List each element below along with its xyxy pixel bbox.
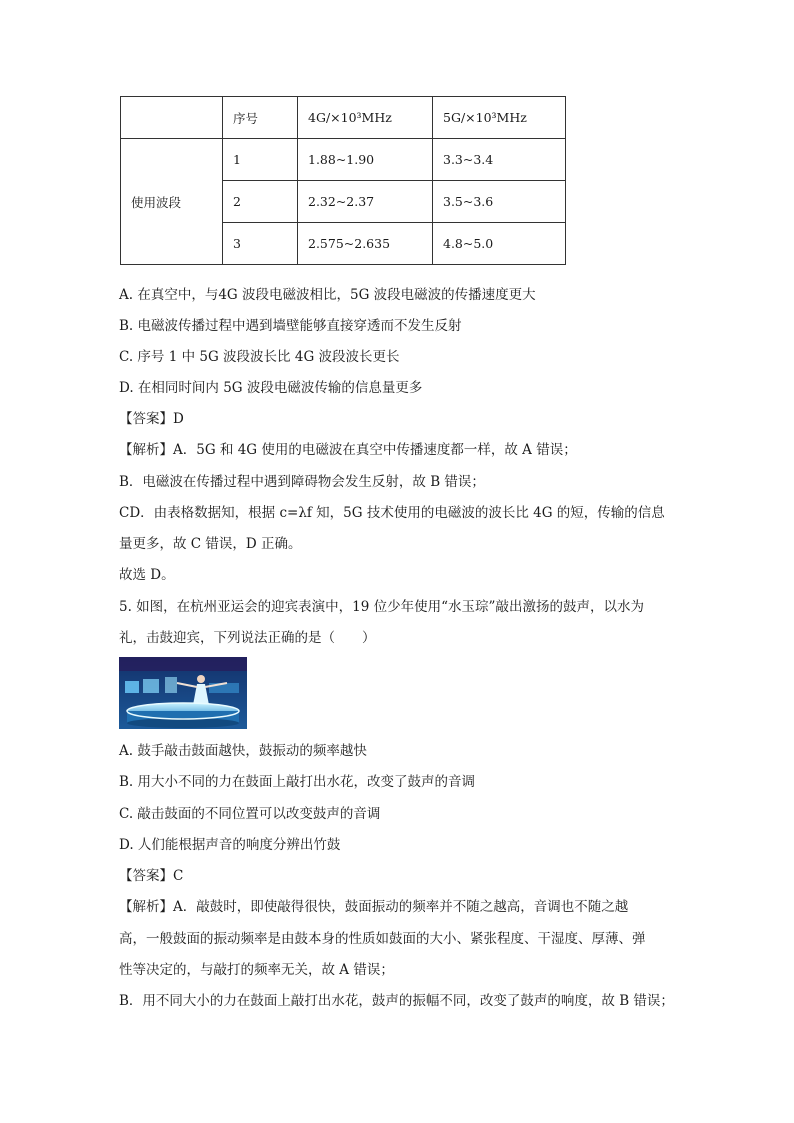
q4-option-d: D. 在相同时间内 5G 波段电磁波传输的信息量更多 bbox=[119, 380, 423, 396]
q4-answer: 【答案】D bbox=[119, 411, 184, 427]
table-cell: 2.575~2.635 bbox=[298, 223, 433, 265]
table-cell: 2 bbox=[223, 181, 298, 223]
q4-conclusion: 故选 D。 bbox=[119, 567, 175, 583]
table-cell: 4.8~5.0 bbox=[433, 223, 566, 265]
table-cell: 3.3~3.4 bbox=[433, 139, 566, 181]
table-header-cell: 4G/×10³MHz bbox=[298, 97, 433, 139]
q5-analysis-line: 【解析】A．敲鼓时，即使敲得很快，鼓面振动的频率并不随之越高，音调也不随之越 bbox=[119, 899, 629, 915]
table-cell: 2.32~2.37 bbox=[298, 181, 433, 223]
table-header-row bbox=[121, 97, 566, 139]
q5-answer: 【答案】C bbox=[119, 868, 184, 884]
q5-analysis-line: 高，一般鼓面的振动频率是由鼓本身的性质如鼓面的大小、紧张程度、干湿度、厚薄、弹 bbox=[119, 931, 646, 947]
table-cell: 1 bbox=[223, 139, 298, 181]
frequency-band-table bbox=[120, 96, 566, 265]
q4-option-c: C. 序号 1 中 5G 波段波长比 4G 波段波长更长 bbox=[119, 349, 400, 365]
q5-option-d: D. 人们能根据声音的响度分辨出竹鼓 bbox=[119, 837, 341, 853]
q5-option-a: A. 鼓手敲击鼓面越快，鼓振动的频率越快 bbox=[119, 743, 367, 759]
table-cell: 1.88~1.90 bbox=[298, 139, 433, 181]
table-header-cell bbox=[121, 97, 223, 139]
q4-option-a: A. 在真空中，与4G 波段电磁波相比，5G 波段电磁波的传播速度更大 bbox=[119, 287, 536, 303]
row-label-cell: 使用波段 bbox=[121, 139, 223, 265]
q5-analysis-line: 性等决定的，与敲打的频率无关，故 A 错误； bbox=[119, 962, 394, 978]
drum-performance-photo bbox=[119, 657, 247, 729]
q4-analysis-line: 【解析】A．5G 和 4G 使用的电磁波在真空中传播速度都一样，故 A 错误； bbox=[119, 442, 577, 458]
q4-analysis-line: B．电磁波在传播过程中遇到障碍物会发生反射，故 B 错误； bbox=[119, 474, 485, 490]
q4-analysis-line: 量更多，故 C 错误，D 正确。 bbox=[119, 536, 302, 552]
q5-analysis-line: B．用不同大小的力在鼓面上敲打出水花，鼓声的振幅不同，改变了鼓声的响度，故 B 错误； bbox=[119, 993, 674, 1009]
q5-stem-line: 礼，击鼓迎宾，下列说法正确的是（ ） bbox=[119, 630, 376, 646]
table-header-cell: 序号 bbox=[223, 97, 298, 139]
q5-option-c: C. 敲击鼓面的不同位置可以改变鼓声的音调 bbox=[119, 806, 381, 822]
q5-stem-line: 5. 如图，在杭州亚运会的迎宾表演中，19 位少年使用“水玉琮”敲出激扬的鼓声，以水为 bbox=[119, 599, 644, 615]
q5-option-b: B. 用大小不同的力在鼓面上敲打出水花，改变了鼓声的音调 bbox=[119, 774, 476, 790]
table-cell: 3.5~3.6 bbox=[433, 181, 566, 223]
q4-analysis-line: CD．由表格数据知，根据 c=λf 知，5G 技术使用的电磁波的波长比 4G 的短，传输的信息 bbox=[119, 505, 665, 521]
table-header-cell: 5G/×10³MHz bbox=[433, 97, 566, 139]
table-cell: 3 bbox=[223, 223, 298, 265]
table-row bbox=[121, 139, 566, 181]
q4-option-b: B. 电磁波传播过程中遇到墙壁能够直接穿透而不发生反射 bbox=[119, 318, 462, 334]
